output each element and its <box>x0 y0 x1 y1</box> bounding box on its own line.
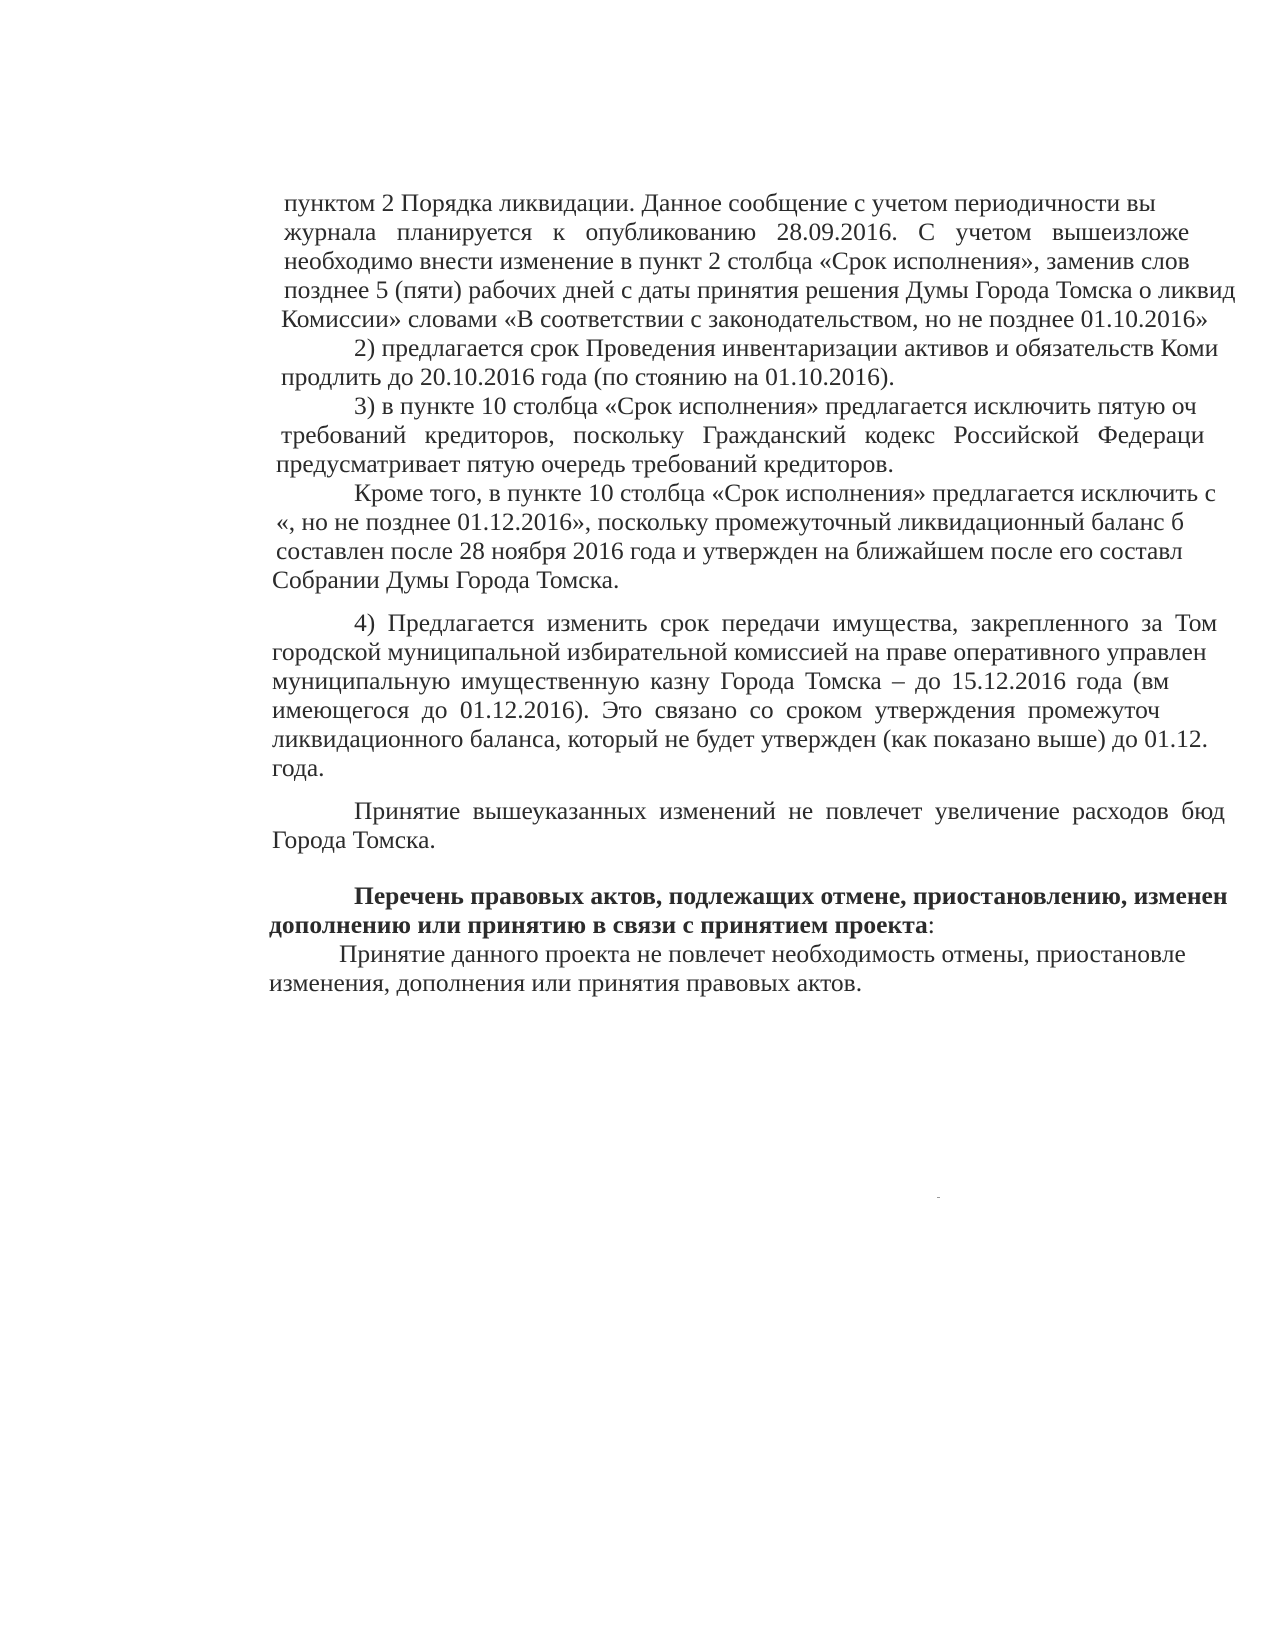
paragraph-property-transfer <box>272 608 1275 782</box>
heading-line: дополнению или принятию в связи с принятием проекта <box>269 910 928 939</box>
text-line: 4) Предлагается изменить срок передачи имущества, закрепленного за Том <box>354 608 1218 637</box>
document-body <box>269 188 1275 997</box>
text-line: муниципальную имущественную казну Города Томска – до 15.12.2016 года (вм <box>272 666 1170 695</box>
text-line: городской муниципальной избирательной комиссией на праве оперативного управлен <box>272 637 1207 666</box>
paragraph-creditor-queue <box>276 391 1275 478</box>
text-line: позднее 5 (пяти) рабочих дней с даты принятия решения Думы Города Томска о ликвид <box>284 275 1236 304</box>
scan-speck <box>937 1197 940 1198</box>
text-line: продлить до 20.10.2016 года (по стоянию на 01.10.2016). <box>281 362 895 391</box>
text-line: Кроме того, в пункте 10 столбца «Срок исполнения» предлагается исключить с <box>354 478 1216 507</box>
paragraph-interim-balance <box>272 478 1275 594</box>
text-line: журнала планируется к опубликованию 28.09.2016. С учетом вышеизложе <box>284 217 1190 246</box>
text-line: года. <box>272 753 325 782</box>
text-line: «, но не позднее 01.12.2016», поскольку промежуточный ликвидационный баланс б <box>276 507 1184 536</box>
text-line: Собрании Думы Города Томска. <box>272 565 620 594</box>
text-line: Принятие данного проекта не повлечет необходимость отмены, приостановле <box>339 939 1186 968</box>
heading-colon: : <box>927 910 935 939</box>
text-line: 2) предлагается срок Проведения инвентаризации активов и обязательств Коми <box>354 333 1219 362</box>
text-line: имеющегося до 01.12.2016). Это связано со сроком утверждения промежуточ <box>272 695 1161 724</box>
text-line: предусматривает пятую очередь требований кредиторов. <box>276 449 894 478</box>
paragraph-inventory-deadline <box>281 333 1275 391</box>
text-line: Города Томска. <box>272 825 436 854</box>
text-line: необходимо внести изменение в пункт 2 столбца «Срок исполнения», заменив слов <box>284 246 1190 275</box>
text-line: ликвидационного баланса, который не будет утвержден (как показано выше) до 01.12. <box>272 724 1209 753</box>
text-line: Принятие вышеуказанных изменений не повлечет увеличение расходов бюд <box>354 796 1225 825</box>
section-heading <box>269 881 1275 939</box>
text-line: 3) в пункте 10 столбца «Срок исполнения» предлагается исключить пятую оч <box>354 391 1197 420</box>
text-line: составлен после 28 ноября 2016 года и утвержден на ближайшем после его составл <box>276 536 1183 565</box>
text-line: Комиссии» словами «В соответствии с законодательством, но не позднее 01.10.2016» <box>281 304 1209 333</box>
paragraph-budget-impact <box>272 796 1275 854</box>
heading-line-with-colon <box>269 910 1275 939</box>
text-line: изменения, дополнения или принятия правовых актов. <box>269 968 863 997</box>
heading-line: Перечень правовых актов, подлежащих отмене, приостановлению, изменен <box>354 881 1228 910</box>
text-line: требований кредиторов, поскольку Гражданский кодекс Российской Федераци <box>281 420 1205 449</box>
paragraph-legal-acts <box>269 939 1275 997</box>
paragraph-liquidation-notice <box>281 188 1275 333</box>
text-line: пунктом 2 Порядка ликвидации. Данное сообщение с учетом периодичности вы <box>284 188 1156 217</box>
